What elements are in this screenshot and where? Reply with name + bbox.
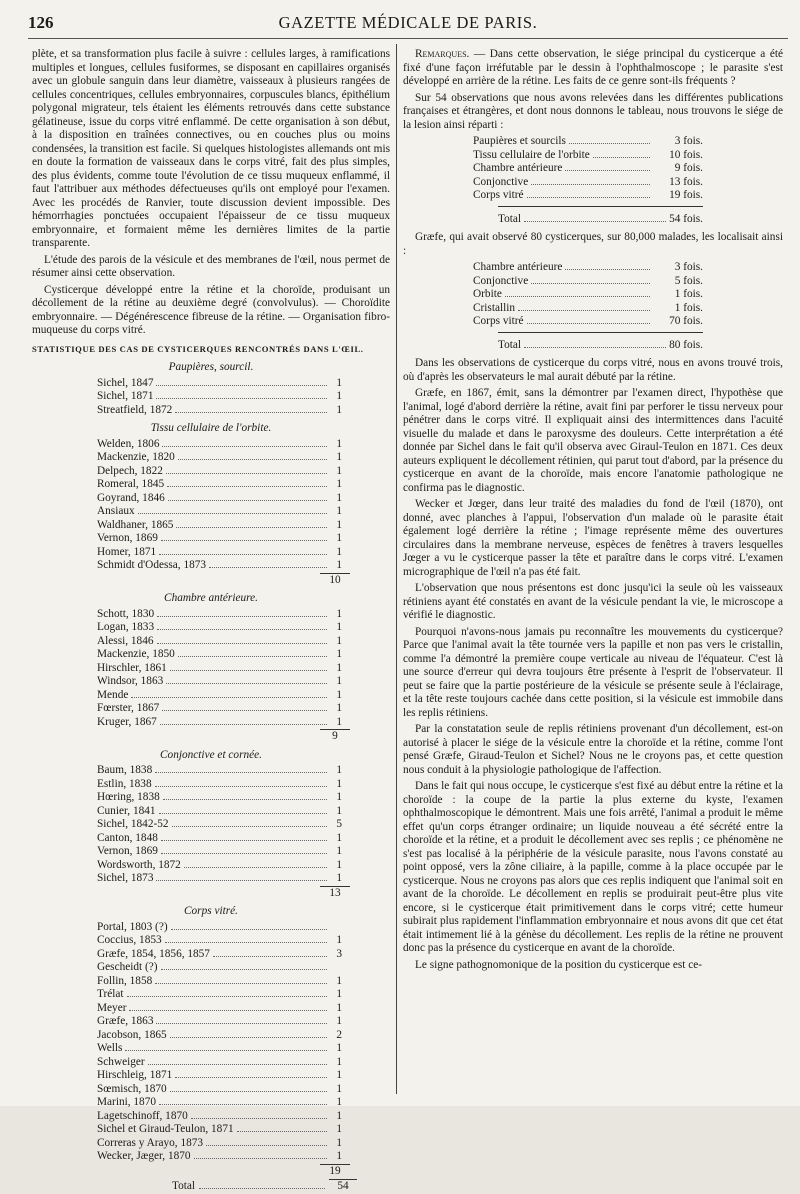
case-author: Romeral, 1845 xyxy=(97,478,165,490)
location-name: Corps vitré xyxy=(473,189,524,201)
location-name: Tissu cellulaire de l'orbite xyxy=(473,148,590,161)
location-count: 3 fois. xyxy=(674,135,703,147)
subtotal-value: 19 xyxy=(320,1164,350,1179)
case-count: 1 xyxy=(336,451,342,463)
right-paragraphs xyxy=(403,357,783,972)
statistics-row xyxy=(97,546,342,560)
case-author: Coccius, 1853 xyxy=(97,934,162,946)
case-author: Baum, 1838 xyxy=(97,764,153,776)
case-author: Kruger, 1867 xyxy=(97,715,157,728)
location-row xyxy=(473,149,703,163)
location-row xyxy=(473,315,703,329)
location-row xyxy=(473,302,703,316)
case-author: Schweiger xyxy=(97,1055,145,1068)
case-author: Portal, 1803 (?) xyxy=(97,920,168,933)
case-author: Wordsworth, 1872 xyxy=(97,858,181,871)
statistics-row xyxy=(97,648,342,662)
case-author: Hirschleig, 1871 xyxy=(97,1069,173,1081)
remarques-label: Remarques. xyxy=(415,48,470,60)
statistics-total xyxy=(172,1179,357,1194)
case-author: Streatfield, 1872 xyxy=(97,403,173,416)
case-author: Sichel et Giraud-Teulon, 1871 xyxy=(97,1123,234,1135)
case-count: 1 xyxy=(336,621,342,633)
statistics-row xyxy=(97,404,342,418)
statistics-row xyxy=(97,492,342,506)
case-count: 5 xyxy=(336,818,342,830)
subtotal-value: 10 xyxy=(320,573,350,588)
case-count: 1 xyxy=(336,1055,342,1068)
journal-title: GAZETTE MÉDICALE DE PARIS. xyxy=(278,13,538,32)
statistics-row xyxy=(97,478,342,492)
case-count: 1 xyxy=(336,390,342,402)
statistics-row xyxy=(97,635,342,649)
case-author: Mackenzie, 1820 xyxy=(97,451,175,463)
case-count: 1 xyxy=(336,478,342,490)
location-count: 10 fois. xyxy=(669,148,703,161)
statistics-row xyxy=(97,1029,342,1043)
location-name: Cristallin xyxy=(473,301,516,314)
paragraph: plète, et sa transformation plus facile à suivre : cellules larges, à ramifications multiples et longues, cellules fusiformes, se disposant en capillaires organisés avec un globule sanguin dans leur diamètre, vaisseaux à plusieurs rangées de cellules concentriques, cellules embryonnaires, corpuscules blancs, épithélium polygonal migrateur, tels étaient les éléments retrouvés dans cette substance gélatineuse, issue du corps vitré enflammé. De cette organisation à son début, à la disposition en traînées connectives, ou en couches plus ou moins condensées, la transition est facile. Si quelques histologistes allemands ont mis en doute la formation de vaisseaux dans le corps vitré, fait des plus simples, des plus évidents, comme toute l'évolution de ce tissu muqueux enflammé, il faut l'attribuer aux méthodes défectueuses qu'ils ont employé pour l'examen. Avec les procédés de Ranvier, toute discussion devient impossible. Des hémorrhagies ponctuées occupaient l'épaisseur de ce tissu muqueux embryonnaire, et formaient même les dernières limites de la partie transparente. xyxy=(32,48,390,249)
case-author: Sichel, 1871 xyxy=(97,390,154,402)
case-author: Meyer xyxy=(97,1001,127,1014)
statistics-row xyxy=(97,764,342,778)
case-author: Correras y Arayo, 1873 xyxy=(97,1136,204,1149)
case-count: 1 xyxy=(336,764,342,776)
paragraph: Dans les observations de cysticerque du corps vitré, nous en avons trouvé trois, où d'après les observateurs le mal aurait débuté par la rétine. xyxy=(403,357,783,383)
case-author: Trélat xyxy=(97,988,124,1000)
location-row xyxy=(473,261,703,275)
location-name: Conjonctive xyxy=(473,175,529,188)
case-count: 1 xyxy=(336,1109,342,1122)
location-row xyxy=(473,275,703,289)
case-author: Fœrster, 1867 xyxy=(97,702,160,714)
left-column xyxy=(32,48,390,1194)
case-count: 1 xyxy=(336,491,342,504)
case-author: Ansiaux xyxy=(97,505,135,517)
case-author: Windsor, 1863 xyxy=(97,675,164,687)
statistics-row xyxy=(97,921,342,935)
paragraph: Wecker et Jœger, dans leur traité des maladies du fond de l'œil (1870), ont donné, avec planches à l'appui, l'observation d'un malade où le parasite était également logé derrière la rétine ; l'image représente même des ouvertures circulaires dans la membrane nerveuse, espèces de fenêtres à travers lesquelles Jœger a vu le cysticerque passer la tête et paraître dans le corps vitré. L'examen micrographique de l'œil n'a pas été fait. xyxy=(403,498,783,578)
case-count: 1 xyxy=(336,1136,342,1149)
section-title: Chambre antérieure. xyxy=(164,592,258,604)
case-author: Cunier, 1841 xyxy=(97,804,156,817)
case-count: 1 xyxy=(336,934,342,946)
paragraph: Græfe, en 1867, émit, sans la démontrer par l'examen direct, l'hypothèse que l'animal, logé d'abord derrière la rétine, avait fini par perforer le tissu nerveux pour pénétrer dans le corps vitré. Il expliquait ainsi des intermittences dans l'acuité visuelle du malade et dans le paroxysme des douleurs. Cette interprétation a été donnée par Sichel dans le fait qu'il observa avec Giraul-Teulon en 1871. Ces deux auteurs expliquent le décollement rétinien, qui parut tout d'abord, par la présence du cysticerque en avant de la choroïde, mais encore l'anatomie pathologique ne confirma pas le diagnostic. xyxy=(403,387,783,494)
section-subtotal xyxy=(32,573,350,588)
case-count: 1 xyxy=(336,1069,342,1081)
case-author: Mackenzie, 1850 xyxy=(97,648,175,660)
location-row xyxy=(473,189,703,203)
statistics-row xyxy=(97,519,342,533)
statistics-row xyxy=(97,1015,342,1029)
case-count: 1 xyxy=(336,791,342,803)
case-count: 1 xyxy=(336,607,342,620)
case-author: Waldhaner, 1865 xyxy=(97,518,174,531)
statistics-row xyxy=(97,621,342,635)
case-count: 1 xyxy=(336,1096,342,1108)
case-author: Sichel, 1847 xyxy=(97,376,154,389)
paragraph: Græfe, qui avait observé 80 cysticerques, sur 80,000 malades, les localisait ainsi : xyxy=(403,231,783,257)
case-author: Follin, 1858 xyxy=(97,974,153,987)
case-count: 1 xyxy=(336,1015,342,1027)
location-count: 19 fois. xyxy=(669,189,703,201)
location-row xyxy=(473,288,703,302)
case-author: Canton, 1848 xyxy=(97,831,158,844)
location-count: 70 fois. xyxy=(669,315,703,327)
subtotal-value: 9 xyxy=(320,729,350,744)
case-count: 1 xyxy=(336,777,342,790)
statistics-row xyxy=(97,702,342,716)
case-count: 1 xyxy=(336,464,342,477)
case-author: Lagetschinoff, 1870 xyxy=(97,1109,188,1122)
section-title: Corps vitré. xyxy=(184,905,238,917)
location-count: 5 fois. xyxy=(674,274,703,287)
page-header xyxy=(28,10,788,39)
case-author: Gescheidt (?) xyxy=(97,961,158,973)
statistics-row xyxy=(97,934,342,948)
statistics-row xyxy=(97,961,342,975)
case-author: Logan, 1833 xyxy=(97,621,155,633)
case-count: 1 xyxy=(336,437,342,450)
case-count: 2 xyxy=(336,1028,342,1041)
case-count: 1 xyxy=(336,518,342,531)
statistics-row xyxy=(97,845,342,859)
subtotal-value: 13 xyxy=(320,886,350,901)
case-count: 1 xyxy=(336,559,342,571)
case-author: Schott, 1830 xyxy=(97,607,155,620)
section-title: Paupières, sourcil. xyxy=(168,361,254,373)
statistics-row xyxy=(97,438,342,452)
total-value: 54 xyxy=(329,1179,357,1194)
case-author: Sichel, 1842-52 xyxy=(97,818,169,830)
location-table-total: Total 54 fois. xyxy=(498,206,703,227)
statistics-row xyxy=(97,975,342,989)
statistics-row xyxy=(97,451,342,465)
location-row xyxy=(473,162,703,176)
statistics-heading: STATISTIQUE DES CAS DE CYSTICERQUES RENCONTRÉS DANS L'ŒIL. xyxy=(32,343,364,354)
statistics-row xyxy=(97,805,342,819)
location-count: 9 fois. xyxy=(674,162,703,174)
paragraph: Par la constatation seule de replis rétiniens provenant d'un décollement, est-on autorisé à placer le siége de la vésicule entre la choroïde et la rétine, comme l'ont pensé Græfe, Giraud-Teulon et Sichel? Nous ne le croyons pas, et cette question nous conduit à la physiologie pathologique de l'affection. xyxy=(403,723,783,776)
statistics-table xyxy=(32,361,390,1178)
location-count: 3 fois. xyxy=(674,261,703,273)
case-author: Marini, 1870 xyxy=(97,1096,156,1108)
location-name: Corps vitré xyxy=(473,315,524,327)
statistics-row xyxy=(97,532,342,546)
case-count: 1 xyxy=(336,1123,342,1135)
paragraph: L'étude des parois de la vésicule et des membranes de l'œil, nous permet de résumer ainsi cette observation. xyxy=(32,253,390,279)
location-name: Paupières et sourcils xyxy=(473,135,566,147)
location-row xyxy=(473,176,703,190)
section-title: Conjonctive et cornée. xyxy=(160,748,262,761)
statistics-row xyxy=(97,1110,342,1124)
location-table xyxy=(473,135,703,203)
case-count: 1 xyxy=(336,845,342,857)
total-label: Total xyxy=(172,1180,196,1192)
paragraph: Pourquoi n'avons-nous jamais pu reconnaître les mouvements du cysticerque? Parce que l'animal avait la tête tournée vers la papille et non pas vers le cristallin, comme l'a démontré la première coupe verticale au niveau de l'équateur. C'est là une source d'erreur qui devra toujours être présente à l'esprit de l'observateur. Il peut se faire que la partie postérieure de la vésicule se présente seule à l'éclairage, et la tête reste toujours cachée dans cette position, si la vésicule est immobile dans les replis rétiniens. xyxy=(403,625,783,719)
column-divider xyxy=(396,44,397,1094)
statistics-row xyxy=(97,818,342,832)
case-count: 1 xyxy=(336,648,342,660)
statistics-row xyxy=(97,505,342,519)
statistics-row xyxy=(97,1042,342,1056)
location-row xyxy=(473,135,703,149)
statistics-row xyxy=(97,859,342,873)
statistics-row xyxy=(97,675,342,689)
statistics-row xyxy=(97,1150,342,1164)
statistics-row xyxy=(97,948,342,962)
case-count: 1 xyxy=(336,545,342,558)
case-author: Wells xyxy=(97,1042,123,1054)
case-author: Græfe, 1863 xyxy=(97,1015,154,1027)
location-name: Chambre antérieure xyxy=(473,162,563,174)
statistics-row xyxy=(97,988,342,1002)
case-author: Homer, 1871 xyxy=(97,545,157,558)
page-number: 126 xyxy=(28,13,54,32)
location-name: Orbite xyxy=(473,288,502,300)
case-author: Mende xyxy=(97,688,129,701)
statistics-row xyxy=(97,778,342,792)
location-count: 1 fois. xyxy=(674,288,703,300)
statistics-row xyxy=(97,791,342,805)
case-count: 1 xyxy=(336,702,342,714)
statistics-row xyxy=(97,1083,342,1097)
statistics-row xyxy=(97,377,342,391)
case-count: 1 xyxy=(336,715,342,728)
case-count: 1 xyxy=(336,403,342,416)
case-count: 1 xyxy=(336,661,342,674)
case-author: Græfe, 1854, 1856, 1857 xyxy=(97,947,210,960)
statistics-row xyxy=(97,832,342,846)
case-author: Sichel, 1873 xyxy=(97,872,154,884)
case-count: 1 xyxy=(336,532,342,544)
case-count: 1 xyxy=(336,1042,342,1054)
section-subtotal xyxy=(32,729,350,744)
case-author: Wecker, Jæger, 1870 xyxy=(97,1150,191,1162)
location-count: 13 fois. xyxy=(669,175,703,188)
statistics-row xyxy=(97,1096,342,1110)
case-author: Schmidt d'Odessa, 1873 xyxy=(97,559,207,571)
case-count: 1 xyxy=(336,831,342,844)
location-count: 1 fois. xyxy=(674,301,703,314)
case-author: Welden, 1806 xyxy=(97,437,160,450)
case-count: 1 xyxy=(336,634,342,647)
statistics-row xyxy=(97,716,342,730)
paragraph: L'observation que nous présentons est donc jusqu'ici la seule où les vaisseaux rétiniens ayant été constatés en avant de la vésicule pendant la vie, le microscope a vérifié le diagnostic. xyxy=(403,582,783,621)
statistics-row xyxy=(97,1123,342,1137)
case-author: Vernon, 1869 xyxy=(97,532,158,544)
paragraph: Dans le fait qui nous occupe, le cysticerque s'est fixé au début entre la rétine et la choroïde : la coupe de la partie la plus externe du kyste, l'examen ophthalmoscopique le démontrent. Mais une fois arrêté, l'animal a produit le même effet qu'un corps étranger ordinaire; un liquide nouveau a été sécrété entre la choroïde et la rétine, et a produit le décollement avec ses replis ; ce phénomène ne s'est pas localisé à la périphérie de la vésicule parasite, nous l'avons constaté au point opposé, vers la zône ciliaire, à la papille, comme à la place occupée par le cysticerque. Nous ne croyons pas alors que ces replis indiquent que l'animal soit en avant de la choroïde. Le décollement en replis se produirait peut-être plus vite encore, si le cysticerque était primitivement dans le corps vitré; cette humeur subirait plus rapidement l'inflammation embryonnaire et nous avons dit que cet état était intimement lié à la génèse du décollement. Les replis de la rétine ne prouvent donc pas la présence du cysticerque en avant de la choroïde. xyxy=(403,780,783,954)
statistics-row xyxy=(97,689,342,703)
location-name: Conjonctive xyxy=(473,274,529,287)
case-count: 1 xyxy=(336,376,342,389)
paragraph: Sur 54 observations que nous avons relevées dans les différentes publications françaises et étrangères, et dont nous donnons le tableau, nous trouvons le siége de la lesion ainsi réparti : xyxy=(403,91,783,131)
statistics-row xyxy=(97,390,342,404)
statistics-row xyxy=(97,872,342,886)
paragraph: Cysticerque développé entre la rétine et la choroïde, produisant un décollement de la rétine au deuxième degré (convolvulus). — Choroïdite embryonnaire. — Dégénérescence fibreuse de la rétine. — Organisation fibro-muqueuse du corps vitré. xyxy=(32,283,390,336)
case-count: 3 xyxy=(336,947,342,960)
statistics-row xyxy=(97,1137,342,1151)
section-subtotal xyxy=(32,886,350,901)
case-count: 1 xyxy=(336,505,342,517)
case-author: Goyrand, 1846 xyxy=(97,491,165,504)
case-count: 1 xyxy=(336,675,342,687)
case-count: 1 xyxy=(336,1082,342,1095)
section-title: Tissu cellulaire de l'orbite. xyxy=(150,422,272,434)
graefe-table-total: Total 80 fois. xyxy=(498,332,703,353)
paragraph-remarques: Remarques. — Dans cette observation, le siége principal du cysticerque a été fixé d'une façon irréfutable par le dessin à l'ophthalmoscope ; le parasite s'est développé en arrière de la rétine. Les faits de ce genre sont-ils fréquents ? xyxy=(403,48,783,87)
case-count: 1 xyxy=(336,974,342,987)
case-author: Jacobson, 1865 xyxy=(97,1028,167,1041)
statistics-row xyxy=(97,465,342,479)
case-author: Vernon, 1869 xyxy=(97,845,158,857)
case-count: 1 xyxy=(336,872,342,884)
case-author: Delpech, 1822 xyxy=(97,464,163,477)
right-column xyxy=(403,48,783,975)
case-count: 1 xyxy=(336,804,342,817)
section-subtotal xyxy=(32,1164,350,1179)
case-count: 1 xyxy=(336,858,342,871)
case-author: Sœmisch, 1870 xyxy=(97,1082,167,1095)
statistics-row xyxy=(97,1002,342,1016)
case-count: 1 xyxy=(336,988,342,1000)
case-count: 1 xyxy=(336,1001,342,1014)
case-count: 1 xyxy=(336,688,342,701)
statistics-row xyxy=(97,1069,342,1083)
statistics-row xyxy=(97,1056,342,1070)
case-count: 1 xyxy=(336,1150,342,1162)
case-author: Alessi, 1846 xyxy=(97,634,154,647)
statistics-row xyxy=(97,662,342,676)
graefe-table xyxy=(473,261,703,329)
case-author: Hirschler, 1861 xyxy=(97,661,167,674)
statistics-row xyxy=(97,559,342,573)
paragraph: Le signe pathognomonique de la position du cysticerque est ce- xyxy=(415,958,703,971)
case-author: Estlin, 1838 xyxy=(97,777,152,790)
statistics-row xyxy=(97,608,342,622)
location-name: Chambre antérieure xyxy=(473,261,563,273)
case-author: Hœring, 1838 xyxy=(97,791,160,803)
